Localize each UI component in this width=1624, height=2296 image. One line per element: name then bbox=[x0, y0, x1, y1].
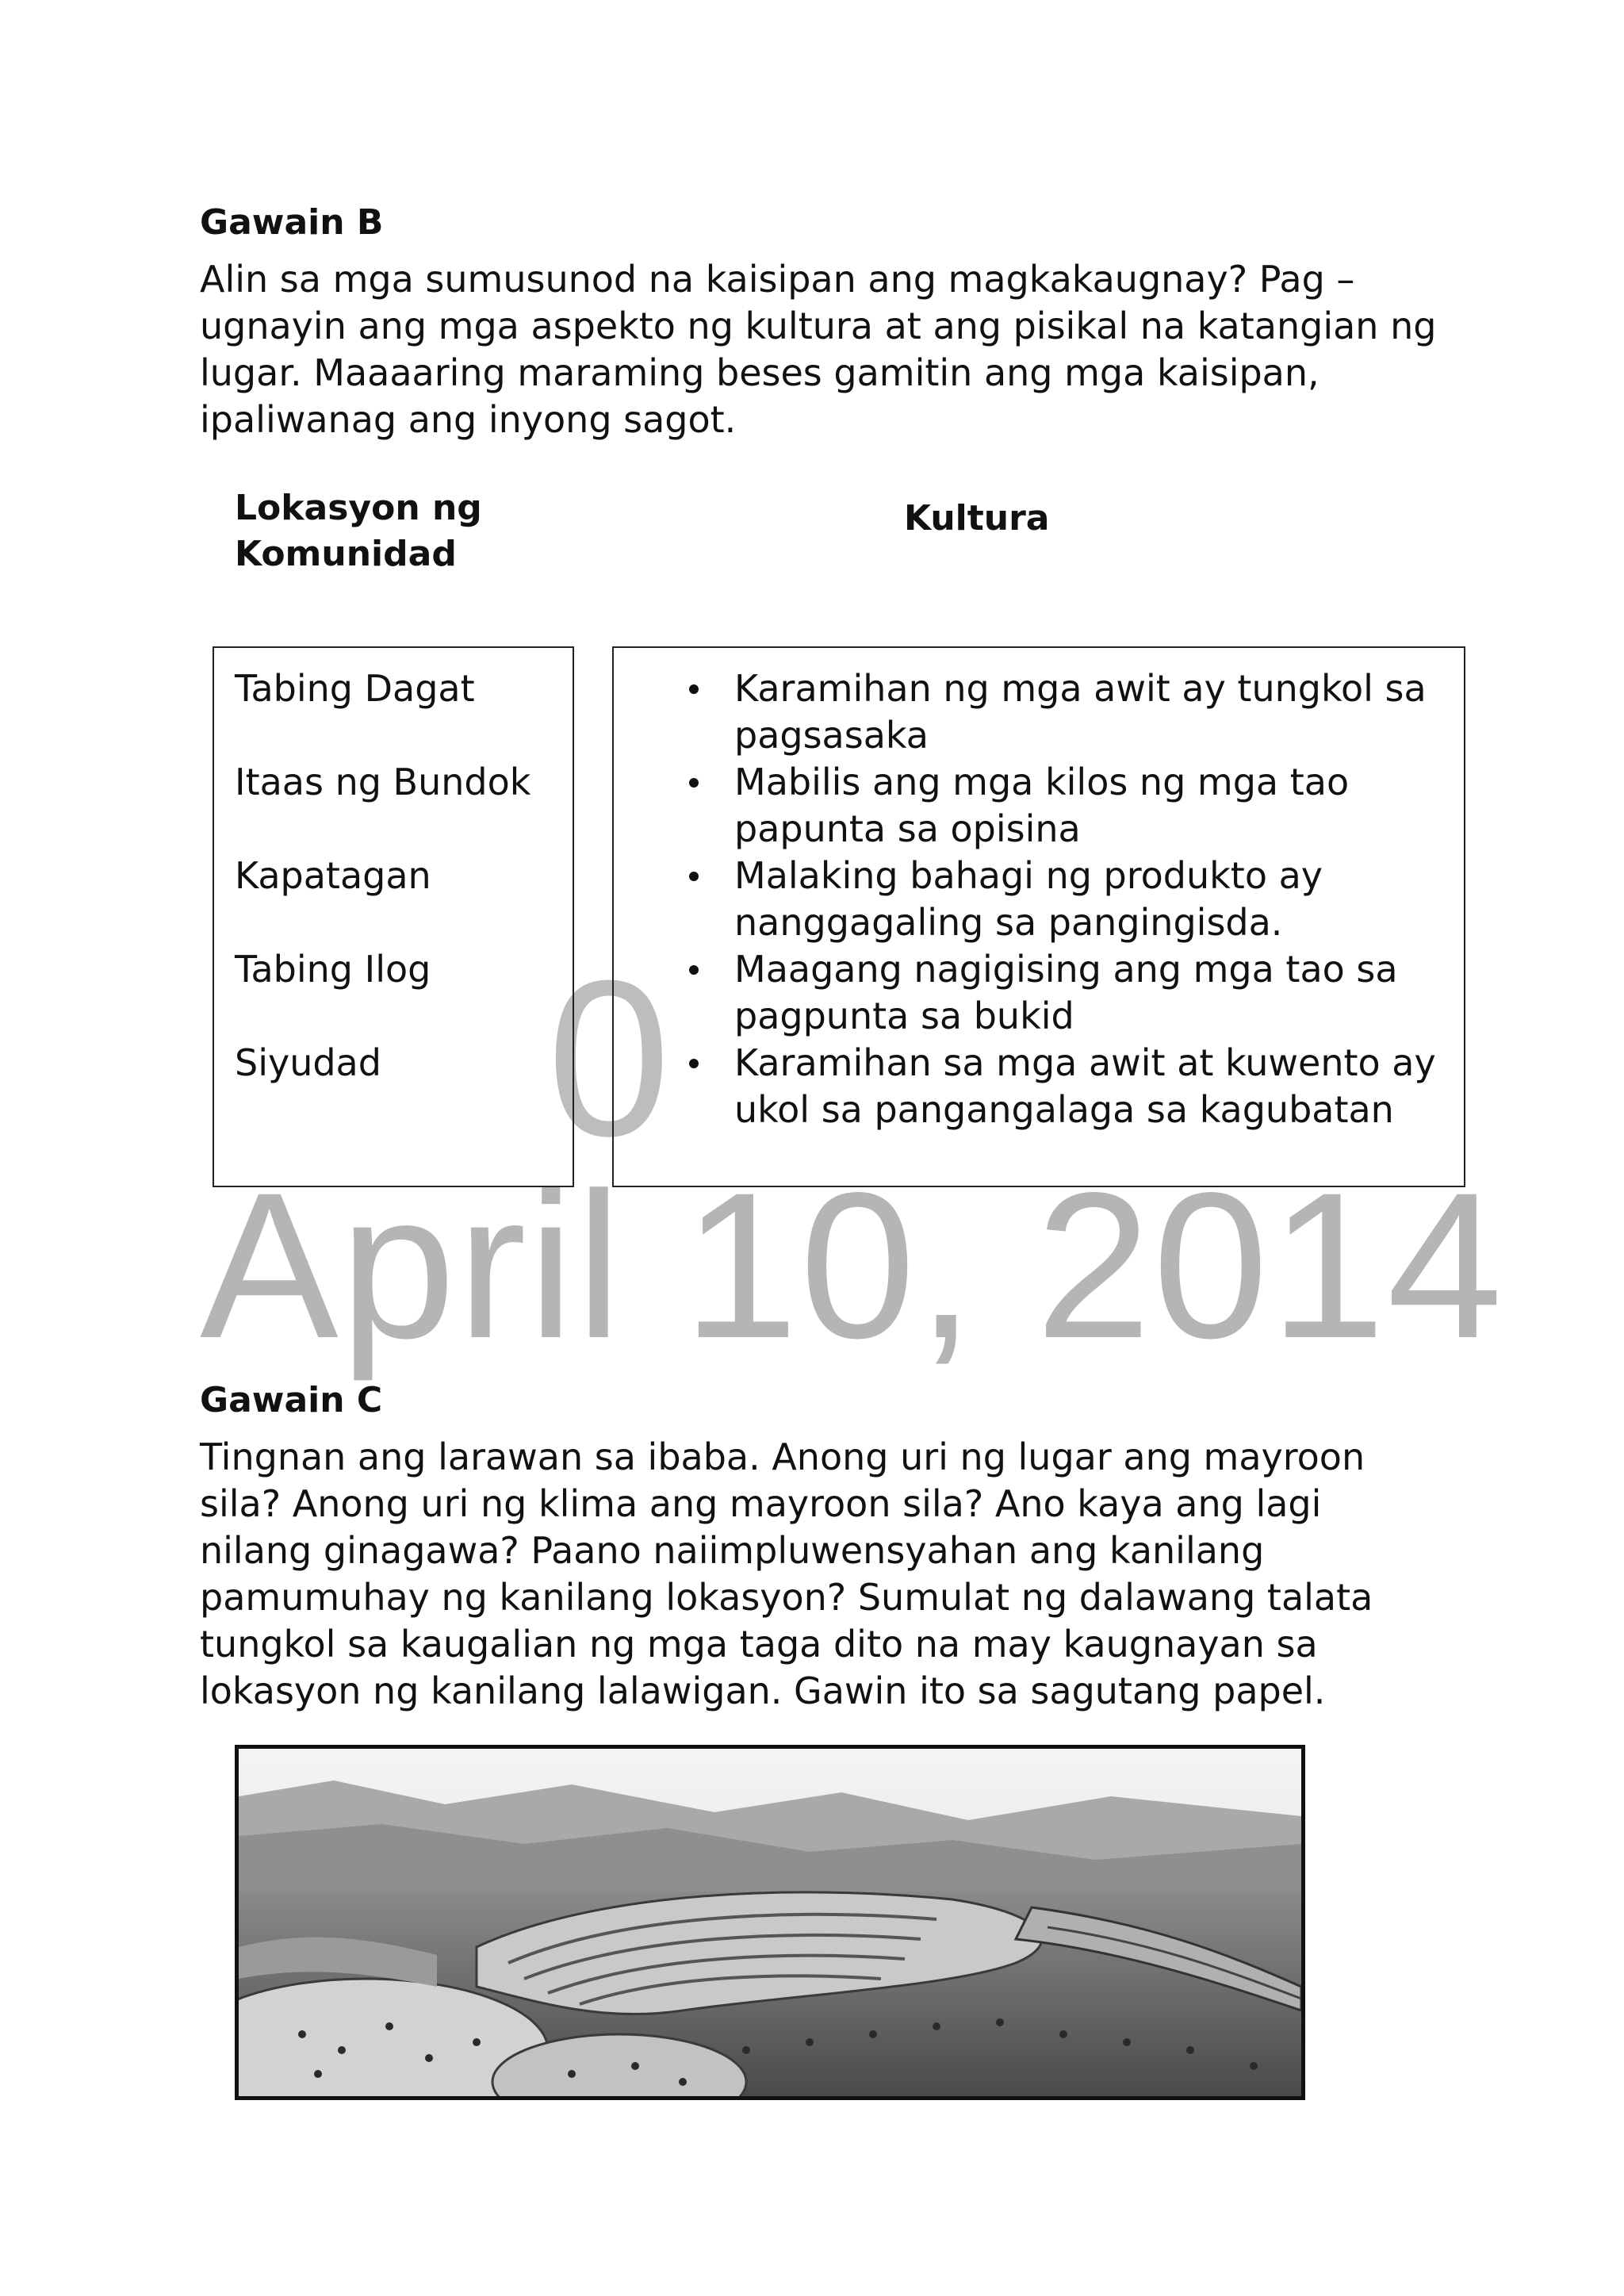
culture-item-text: Karamihan sa mga awit at kuwento ay ukol sa pangangalaga sa kagubatan bbox=[734, 1041, 1436, 1131]
gawain-b-instructions: Alin sa mga sumusunod na kaisipan ang magkakaugnay? Pag – ugnayin ang mga aspekto ng kultura at ang pisikal na katangian ng lugar. Maaaaring maraming beses gamitin ang mga kaisipan, ipaliwanag ang inyong sagot. bbox=[200, 258, 1437, 441]
bullet-icon bbox=[689, 684, 699, 694]
bullet-icon bbox=[689, 872, 699, 881]
culture-item bbox=[614, 665, 1464, 759]
culture-column-header: Kultura bbox=[904, 498, 1050, 539]
location-item: Siyudad bbox=[235, 1041, 381, 1084]
location-box bbox=[213, 646, 574, 1187]
culture-item-text: Karamihan ng mga awit ay tungkol sa pagsasaka bbox=[734, 667, 1427, 757]
culture-item-text: Malaking bahagi ng produkto ay nanggagaling sa pangingisda. bbox=[734, 854, 1323, 944]
location-item: Itaas ng Bundok bbox=[235, 761, 531, 803]
gawain-c-title: Gawain C bbox=[200, 1380, 383, 1420]
watermark-partial: 0 bbox=[547, 935, 671, 1182]
bullet-icon bbox=[689, 1059, 699, 1068]
landscape-illustration bbox=[239, 1749, 1301, 2096]
bullet-icon bbox=[689, 965, 699, 975]
culture-item-text: Mabilis ang mga kilos ng mga tao papunta sa opisina bbox=[734, 761, 1350, 850]
location-item: Kapatagan bbox=[235, 854, 431, 897]
culture-item-text: Maagang nagigising ang mga tao sa pagpunta sa bukid bbox=[734, 948, 1398, 1037]
watermark-date: April 10, 2014 bbox=[200, 1149, 1504, 1382]
bullet-icon bbox=[689, 778, 699, 788]
culture-item bbox=[614, 853, 1464, 946]
gawain-b-title: Gawain B bbox=[200, 202, 384, 243]
culture-item bbox=[614, 759, 1464, 853]
location-column-header: Lokasyon ng Komunidad bbox=[235, 488, 482, 574]
location-item: Tabing Dagat bbox=[235, 667, 475, 710]
gawain-c-instructions: Tingnan ang larawan sa ibaba. Anong uri ng lugar ang mayroon sila? Anong uri ng klima ang mayroon sila? Ano kaya ang lagi nilang ginagawa? Paano naiimpluwensyahan ang kanilang pamumuhay ng kanilang lokasyon? Sumulat ng dalawang talata tungkol sa kaugalian ng mga taga dito na may kaugnayan sa lokasyon ng kanilang lalawigan. Gawin ito sa sagutang papel. bbox=[200, 1435, 1373, 1712]
rice-terraces-photo bbox=[235, 1745, 1305, 2100]
culture-item bbox=[614, 946, 1464, 1040]
culture-list bbox=[614, 665, 1464, 1133]
culture-item bbox=[614, 1040, 1464, 1133]
location-item: Tabing Ilog bbox=[235, 948, 431, 991]
culture-box bbox=[612, 646, 1465, 1187]
location-list bbox=[235, 665, 530, 1133]
